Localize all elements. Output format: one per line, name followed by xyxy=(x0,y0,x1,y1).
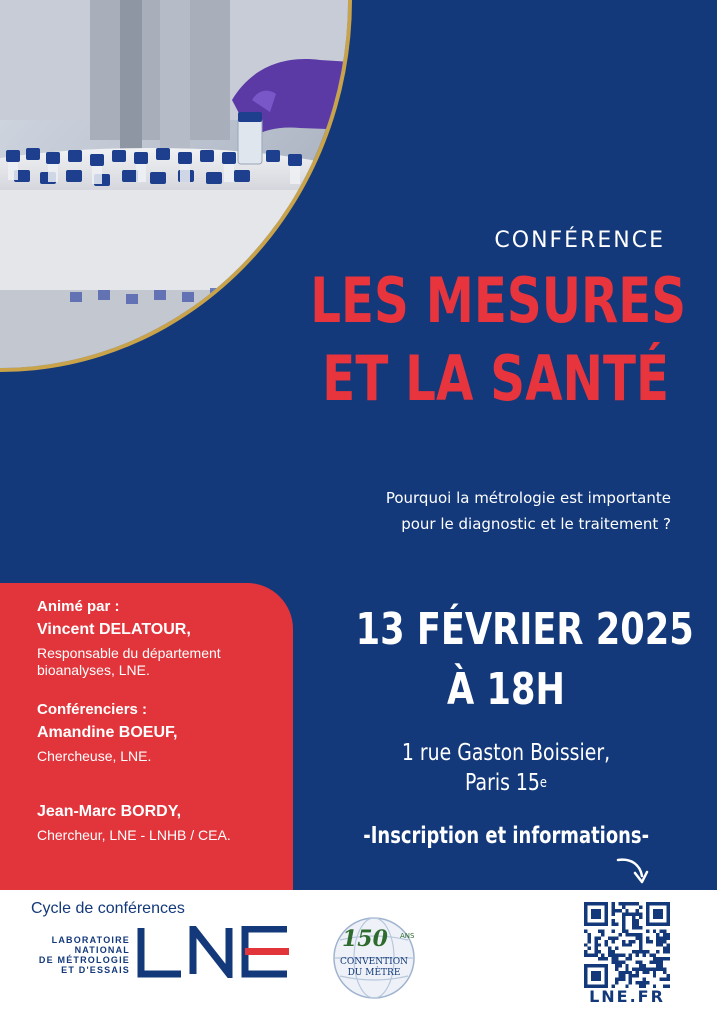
host-name: Vincent DELATOUR, xyxy=(37,621,191,638)
subtitle-line-2: pour le diagnostic et le traitement ? xyxy=(401,515,671,533)
convention-seal-logo xyxy=(326,906,422,1008)
event-time: À 18H xyxy=(447,664,565,715)
signup-label: -Inscription et informations- xyxy=(363,823,649,849)
address-ordinal: e xyxy=(539,775,547,791)
host-label: Animé par : xyxy=(37,598,120,615)
qr-code-icon[interactable] xyxy=(584,902,670,988)
speaker-1-role: Chercheuse, LNE. xyxy=(37,748,152,764)
curved-arrow-icon xyxy=(616,856,650,886)
speakers-label: Conférenciers : xyxy=(37,701,148,718)
address-city: Paris 15 xyxy=(465,770,540,796)
host-role-line-1: Responsable du département xyxy=(37,645,221,661)
poster-title xyxy=(310,262,687,418)
address-line-2 xyxy=(352,768,660,798)
seal-ans: ANS xyxy=(400,932,415,940)
speaker-1-name: Amandine BOEUF, xyxy=(37,724,178,741)
poster-subtitle xyxy=(211,485,671,537)
lne-name xyxy=(20,935,130,975)
title-line-2: ET LA SANTÉ xyxy=(322,342,669,415)
event-date: 13 FÉVRIER 2025 xyxy=(355,604,694,655)
event-address xyxy=(318,738,694,798)
lne-name-line-4: ET D'ESSAIS xyxy=(61,965,130,975)
lab-photo xyxy=(0,0,352,372)
seal-number: 150 xyxy=(342,926,388,952)
speakers-panel xyxy=(0,583,293,893)
address-line-1: 1 rue Gaston Boissier, xyxy=(401,740,611,766)
subtitle-line-1: Pourquoi la métrologie est importante xyxy=(385,489,671,507)
event-type: CONFÉRENCE xyxy=(494,228,665,253)
lne-logo xyxy=(137,926,297,978)
seal-line-2: DU MÈTRE xyxy=(347,968,401,978)
speaker-2-role: Chercheur, LNE - LNHB / CEA. xyxy=(37,827,231,843)
lne-name-line-1: LABORATOIRE xyxy=(51,935,130,945)
lne-name-line-3: DE MÉTROLOGIE xyxy=(38,955,130,965)
event-datetime xyxy=(318,600,694,720)
seal-line-1: CONVENTION xyxy=(340,957,408,967)
title-line-1: LES MESURES xyxy=(310,264,687,337)
speaker-2-name: Jean-Marc BORDY, xyxy=(37,803,182,820)
lne-name-line-2: NATIONAL xyxy=(74,945,130,955)
host-role-line-2: bioanalyses, LNE. xyxy=(37,662,150,678)
conference-cycle: Cycle de conférences xyxy=(31,900,185,917)
signup-link[interactable] xyxy=(318,823,694,849)
footer xyxy=(0,890,717,1014)
website-link[interactable]: LNE.FR xyxy=(589,987,665,1006)
